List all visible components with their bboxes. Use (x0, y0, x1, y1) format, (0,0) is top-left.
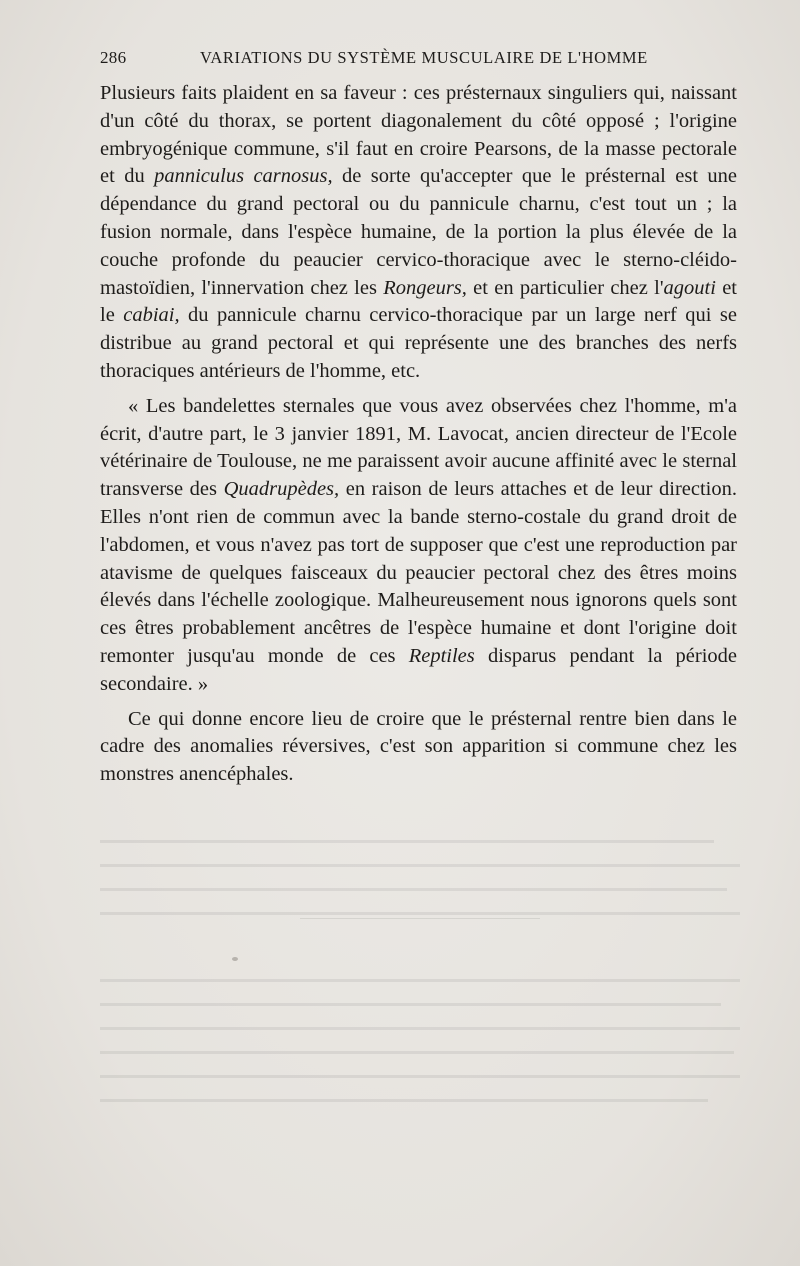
body-text (100, 80, 737, 796)
text-run: de sorte qu'accepter que le présternal est une dépendance du grand pectoral ou du pannicule charnu, c'est tout un ; la fusion normale, dans l'espèce humaine, de la portion la plus élevée de la couche profonde du peaucier cervico-thoracique avec le sterno-cléido-mastoïdien, l'innervation chez les (100, 165, 738, 299)
show-through-reverse-page (100, 840, 740, 1140)
italic-term: cabiai, (123, 304, 180, 327)
text-run: en raison de leurs attaches et de leur direction. Elles n'ont rien de commun avec la bande sterno-costale du grand droit de l'abdomen, et vous n'avez pas tort de supposer que c'est une reproduction par atavisme de quelques faisceaux du peaucier pectoral chez des êtres moins élevés dans l'échelle zoologique. Malheureusement nous ignorons quels sont ces êtres probablement ancêtres de l'espèce humaine et dont l'origine doit remonter jusqu'au monde de ces (100, 478, 737, 667)
italic-term: Quadrupèdes, (223, 478, 340, 501)
text-run: Plusieurs faits plaident en sa faveur : ces présternaux singuliers qui, naissant d'un côté du thorax, se portent diagonalement du côté opposé ; l'origine embryogénique commune, s'il faut en croire Pearsons, de la masse pectorale et du (100, 82, 737, 188)
text-run: et en particulier chez l' (466, 276, 664, 299)
italic-term: Reptiles (408, 644, 475, 667)
paper-speck (232, 957, 238, 961)
text-run: du pannicule charnu cervico-thoracique par un large nerf qui se distribue au grand pectoral et qui représente une des branches des nerfs thoraciques antérieurs de l'homme, etc. (100, 304, 737, 382)
running-title: VARIATIONS DU SYSTÈME MUSCULAIRE DE L'HOMME (200, 48, 648, 67)
paragraph-3 (100, 706, 737, 789)
italic-term: agouti (663, 276, 716, 299)
italic-term: panniculus carnosus, (154, 165, 333, 188)
italic-term: Rongeurs, (383, 276, 467, 299)
text-run: Ce qui donne encore lieu de croire que le présternal rentre bien dans le cadre des anomalies réversives, c'est son apparition si commune chez les monstres anencéphales. (100, 707, 737, 786)
paragraph-2 (100, 393, 737, 699)
page-number: 286 (100, 48, 127, 67)
text-run: et le (100, 276, 737, 327)
paragraph-1 (100, 80, 737, 386)
text-run: disparus pendant la période secondaire. » (100, 644, 737, 695)
text-run: « Les bandelettes sternales que vous avez observées chez l'homme, m'a écrit, d'autre part, le 3 janvier 1891, M. Lavocat, ancien directeur de l'Ecole vétérinaire de Toulouse, ne me paraissent avoir aucune affinité avec le sternal transverse des (100, 394, 737, 501)
page-header (100, 44, 740, 72)
